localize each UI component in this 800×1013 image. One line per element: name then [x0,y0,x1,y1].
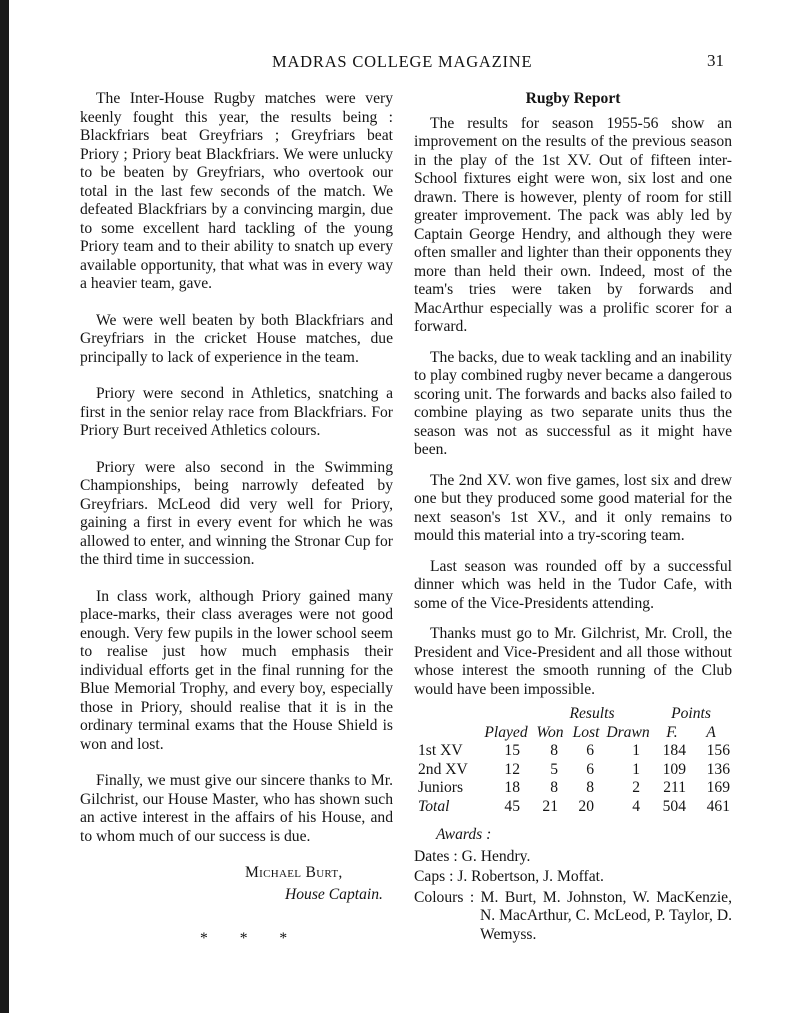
award-item: Dates : G. Hendry. [414,847,531,865]
team-name: Juniors [418,779,464,796]
team-name: 1st XV [418,742,463,759]
signature-name: Michael Burt, [245,864,343,881]
table-cell: 1 [632,760,640,778]
column-header: Played [484,723,528,741]
paragraph: Priory were second in Athletics, snatching a first in the senior relay race from Blackfriars. For Priory Burt received Athletics colours. [80,385,393,439]
table-cell: 45 [504,797,520,815]
table-row [418,742,730,761]
table-cell: 6 [586,742,594,759]
column-header: A [706,723,716,741]
paragraph: The results for season 1955-56 show an improvement on the results of the previous season in the play of the 1st XV. Out of fifteen inter-School fixtures eight were won, six lost and one drawn. There is however, plenty of room for still greater improvement. The pack was ably led by Captain George Hendry, and although they were often smaller and lighter than their opponents they more than held their own. Indeed, most of the team's tries were taken by forwards and MacArthur especially was a prolific scorer for a forward. [414,114,732,335]
paragraph: Finally, we must give our sincere thanks to Mr. Gilchrist, our House Master, who has shown such an active interest in the affairs of his House, and to whom much of our success is due. [80,772,393,845]
table-cell: 1 [632,742,640,759]
column-header: Won [536,723,564,741]
paragraph: The 2nd XV. won five games, lost six and drew one but they produced some good material for the next season's 1st XV., and it only remains to mould this material into a try-scoring team. [414,471,732,544]
section-divider: * * * [200,930,288,947]
paragraph: The backs, due to weak tackling and an inability to play combined rugby never became a dangerous scoring unit. The forwards and backs also failed to combine playing as two separate units thus the season was not as successful as it might have been. [414,348,732,458]
table-row-total [418,798,730,817]
points-group-header: Points [671,705,711,722]
table-header-row [418,724,730,743]
column-header: Lost [572,723,600,741]
table-cell: 8 [550,742,558,759]
rugby-report-column [414,90,732,944]
table-cell: 5 [550,760,558,778]
table-cell: 4 [632,797,640,815]
team-name: Total [418,797,450,815]
table-group-header-row [418,705,730,724]
awards-heading: Awards : [436,826,492,843]
team-name: 2nd XV [418,760,468,778]
table-cell: 8 [550,779,558,796]
column-header: F. [666,723,678,741]
table-cell: 504 [662,797,686,815]
page-number: 31 [707,51,724,70]
results-table [418,705,730,816]
table-cell: 156 [706,742,730,759]
magazine-title: MADRAS COLLEGE MAGAZINE [272,52,533,71]
results-group-header: Results [569,705,615,722]
paragraph: Priory were also second in the Swimming Championships, being narrowly defeated by Greyfriars. McLeod did very well for Priory, gaining a first in every event for which he was allowed to enter, and winning the Stronar Cup for the third time in succession. [80,458,393,568]
table-row [418,761,730,780]
paragraph: Last season was rounded off by a successful dinner which was held in the Tudor Cafe, with some of the Vice-Presidents attending. [414,557,732,612]
table-cell: 2 [632,779,640,796]
paragraph: The Inter-House Rugby matches were very keenly fought this year, the results being : Blackfriars beat Greyfriars ; Greyfriars beat Priory ; Priory beat Blackfriars. We were unlucky to be beaten by Greyfriars, who overtook our total in the last few seconds of the match. We defeated Blackfriars by a convincing margin, due to some excellent hard tackling of the young Priory team and to their ability to snatch up every available opportunity, that what was in every way a heavier team, gave. [80,90,393,292]
table-cell: 169 [706,779,730,796]
award-item: Caps : J. Robertson, J. Moffat. [414,868,604,885]
table-cell: 18 [504,779,520,796]
report-title: Rugby Report [525,90,621,107]
house-report-column [80,90,393,949]
table-cell: 6 [586,760,594,778]
table-cell: 12 [504,760,520,778]
signature-block [80,864,393,904]
page-edge [0,0,9,1013]
table-cell: 211 [663,779,686,796]
table-cell: 184 [662,742,686,759]
paragraph: Thanks must go to Mr. Gilchrist, Mr. Croll, the President and Vice-President and all those without whose interest the smooth running of the Club would have been impossible. [414,625,732,698]
paragraph: We were well beaten by both Blackfriars and Greyfriars in the cricket House matches, due principally to lack of experience in the team. [80,311,393,366]
table-cell: 109 [662,760,686,778]
signature-role: House Captain. [285,885,383,903]
table-cell: 21 [542,797,558,815]
table-cell: 136 [706,760,730,778]
table-cell: 15 [504,742,520,759]
table-cell: 20 [578,797,594,815]
table-cell: 8 [586,779,594,796]
table-row [418,779,730,798]
column-header: Drawn [606,723,650,741]
paragraph: In class work, although Priory gained many place-marks, their class averages were not good enough. Very few pupils in the lower school seem to realise just how much emphasis their individual efforts get in the final running for the Blue Memorial Trophy, and every boy, especially those in Priory, should realise that it is in the ordinary terminal exams that the House Shield is won and lost. [80,587,393,753]
table-cell: 461 [706,797,730,815]
award-item: Colours : M. Burt, M. Johnston, W. MacKenzie, N. MacArthur, C. McLeod, P. Taylor, D. Wemyss. [414,888,732,943]
